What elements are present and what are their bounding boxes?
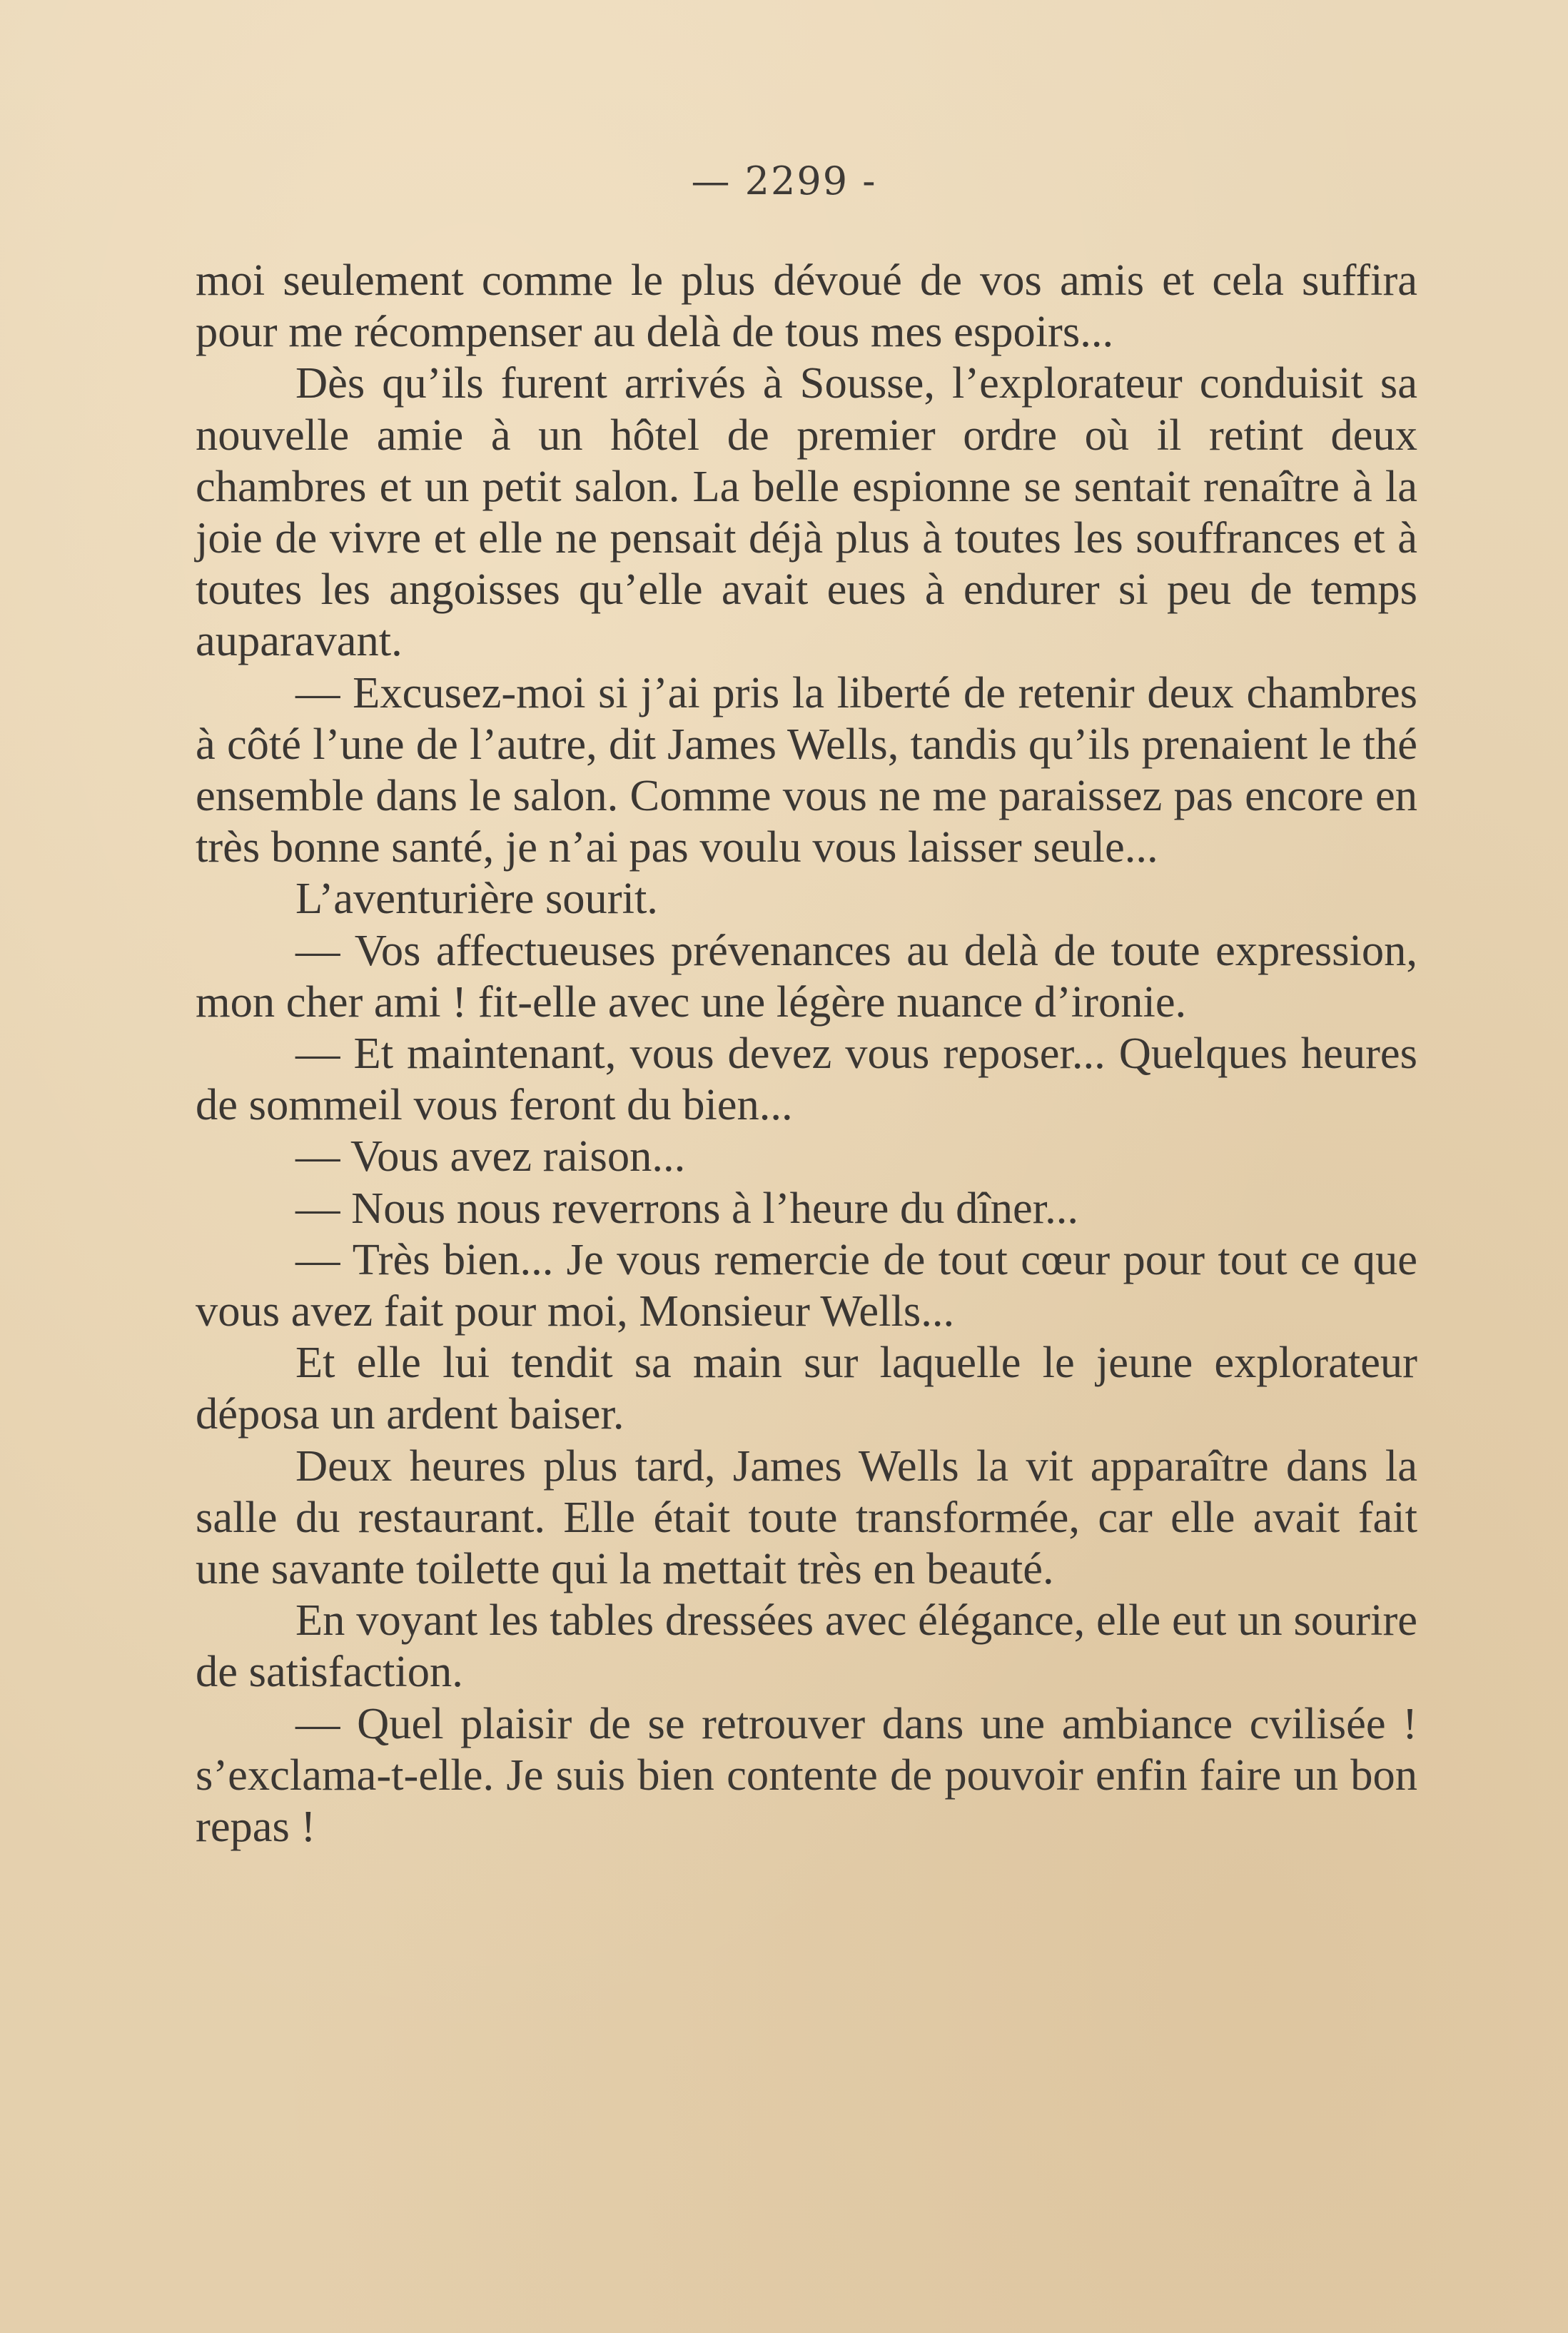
paragraph: — Et maintenant, vous devez vous reposer... Quelques heures de sommeil vous feront du bien... [196,1028,1417,1130]
paragraph: — Vos affectueuses prévenances au delà de toute expression, mon cher ami ! fit-elle avec une légère nuance d’ironie. [196,924,1417,1027]
paragraph: moi seulement comme le plus dévoué de vos amis et cela suffira pour me récompenser au delà de tous mes espoirs... [196,255,1417,357]
paragraph: — Très bien... Je vous remercie de tout cœur pour tout ce que vous avez fait pour moi, Monsieur Wells... [196,1234,1417,1336]
paragraph: L’aventurière sourit. [295,873,658,924]
paragraph: — Excusez-moi si j’ai pris la liberté de retenir deux chambres à côté l’une de l’autre, dit James Wells, tandis qu’ils prenaient le thé ensemble dans le salon. Comme vous ne me paraissez pas encore en très bonne santé, je n’ai pas voulu vous laisser seule... [196,667,1417,872]
paragraph: — Vous avez raison... [295,1131,686,1181]
paragraph: Deux heures plus tard, James Wells la vit apparaître dans la salle du restaurant. Elle était toute transformée, car elle avait fait une savante toilette qui la mettait très en beauté. [196,1440,1417,1594]
paragraph: Dès qu’ils furent arrivés à Sousse, l’explorateur conduisit sa nouvelle amie à un hôtel de premier ordre où il retint deux chambres et un petit salon. La belle espionne se sentait renaître à la joie de vivre et elle ne pensait déjà plus à toutes les souffrances et à toutes les angoisses qu’elle avait eues à endurer si peu de temps auparavant. [196,358,1417,666]
paragraph: — Nous nous reverrons à l’heure du dîner... [295,1182,1078,1233]
page-number: — 2299 - [691,158,877,203]
paragraph: Et elle lui tendit sa main sur laquelle le jeune explorateur déposa un ardent baiser. [196,1337,1417,1439]
paragraph: En voyant les tables dressées avec élégance, elle eut un sourire de satisfaction. [196,1595,1417,1697]
paragraph: — Quel plaisir de se retrouver dans une ambiance cvilisée ! s’exclama-t-elle. Je suis bien contente de pouvoir enfin faire un bon repas ! [196,1698,1417,1852]
body-text [196,254,1417,1852]
